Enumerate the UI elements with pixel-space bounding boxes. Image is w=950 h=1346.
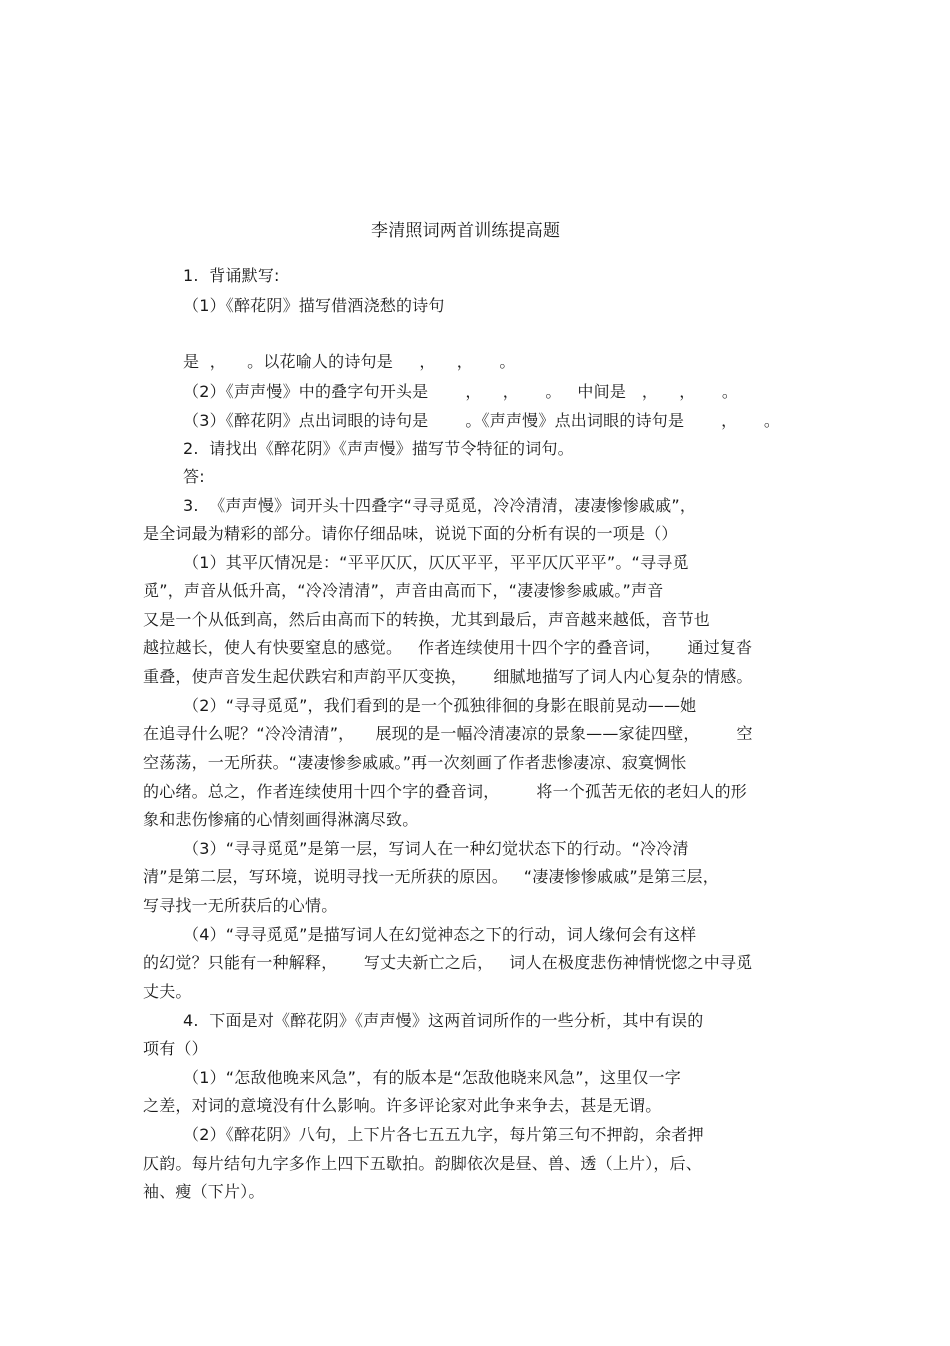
question-2-answer-label: 答: — [183, 467, 205, 486]
question-3-line: 空荡荡，一无所获。“凄凄惨参戚戚。”再一次刻画了作者悲惨凄凉、寂寞惆怅 — [143, 753, 687, 772]
question-1-item-3: （3）《醉花阴》点出词眼的诗句是 。《声声慢》点出词眼的诗句是 ， 。 — [183, 411, 781, 430]
question-3-line: 的心绪。总之，作者连续使用十四个字的叠音词， 将一个孤苦无依的老妇人的形 — [143, 782, 748, 801]
question-4-line: （2）《醉花阴》八句，上下片各七五五九字，每片第三句不押韵，余者押 — [183, 1125, 704, 1144]
question-3-line: 3. 《声声慢》词开头十四叠字“寻寻觅觅，冷冷清清，凄凄惨惨戚戚”， — [183, 496, 697, 515]
question-3-line: （1）其平仄情况是：“平平仄仄，仄仄平平，平平仄仄平平”。“寻寻觅 — [183, 553, 689, 572]
question-3-line: （4）“寻寻觅觅”是描写词人在幻觉神态之下的行动，词人缘何会有这样 — [183, 925, 697, 944]
question-1-heading: 1. 背诵默写: — [183, 266, 280, 285]
question-4-line: 之差，对词的意境没有什么影响。许多评论家对此争来争去，甚是无谓。 — [143, 1096, 662, 1115]
question-3-line: 丈夫。 — [143, 982, 192, 1001]
question-1-item-1-blanks: 是 ， 。以花喻人的诗句是 ， ， 。 — [183, 352, 516, 371]
question-4-line: （1）“怎敌他晚来风急”，有的版本是“怎敌他晓来风急”，这里仅一字 — [183, 1068, 681, 1087]
question-4-line: 4. 下面是对《醉花阴》《声声慢》这两首词所作的一些分析，其中有误的 — [183, 1011, 704, 1030]
question-3-line: 象和悲伤惨痛的心情刻画得淋漓尽致。 — [143, 810, 419, 829]
question-1-item-1: （1）《醉花阴》描写借酒浇愁的诗句 — [183, 296, 445, 315]
question-3-line: （2）“寻寻觅觅”，我们看到的是一个孤独徘徊的身影在眼前晃动——她 — [183, 696, 697, 715]
question-3-line: 重叠，使声音发生起伏跌宕和声韵平仄变换， 细腻地描写了词人内心复杂的情感。 — [143, 667, 753, 686]
question-3-line: （3）“寻寻觅觅”是第一层，写词人在一种幻觉状态下的行动。“冷冷清 — [183, 839, 689, 858]
page-title: 李清照词两首训练提高题 — [371, 221, 561, 241]
question-3-line: 是全词最为精彩的部分。请你仔细品味，说说下面的分析有误的一项是（） — [143, 524, 678, 543]
question-3-line: 在追寻什么呢？“冷冷清清”， 展现的是一幅冷清凄凉的景象——家徒四壁， 空 — [143, 724, 753, 743]
question-4-line: 袖、瘦（下片）。 — [143, 1182, 265, 1201]
question-4-line: 仄韵。每片结句九字多作上四下五歇拍。韵脚依次是昼、兽、透（上片），后、 — [143, 1154, 703, 1173]
question-3-line: 清”是第二层，写环境，说明寻找一无所获的原因。 “凄凄惨惨戚戚”是第三层， — [143, 867, 719, 886]
question-3-line: 又是一个从低到高，然后由高而下的转换，尤其到最后，声音越来越低，音节也 — [143, 610, 711, 629]
question-3-line: 觅”，声音从低升高，“冷冷清清”，声音由高而下，“凄凄惨参戚戚。”声音 — [143, 581, 664, 600]
question-3-line: 的幻觉？只能有一种解释， 写丈夫新亡之后， 词人在极度悲伤神情恍惚之中寻觅 — [143, 953, 753, 972]
question-1-item-2: （2）《声声慢》中的叠字句开头是 ， ， 。 中间是 ， ， 。 — [183, 382, 739, 401]
question-3-line: 写寻找一无所获后的心情。 — [143, 896, 338, 915]
question-4-line: 项有（） — [143, 1039, 208, 1058]
question-2-heading: 2. 请找出《醉花阴》《声声慢》描写节令特征的词句。 — [183, 439, 574, 458]
question-3-line: 越拉越长，使人有快要窒息的感觉。 作者连续使用十四个字的叠音词， 通过复沓 — [143, 638, 753, 657]
